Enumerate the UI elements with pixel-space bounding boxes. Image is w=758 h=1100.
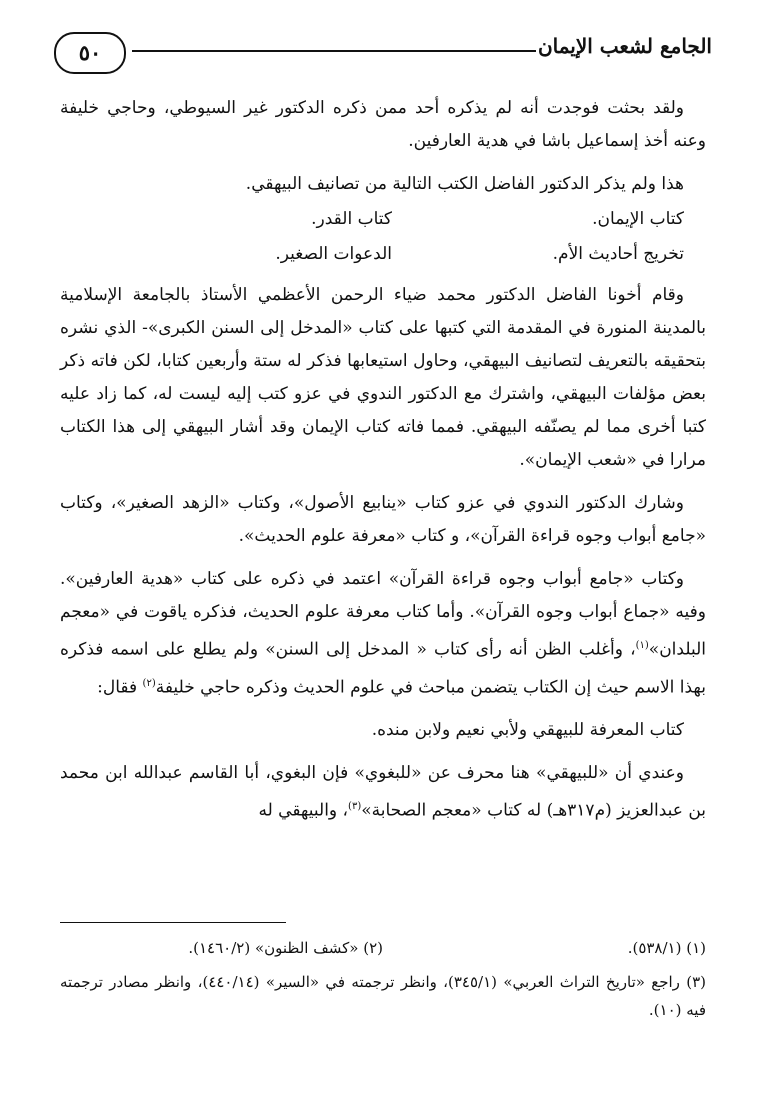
paragraph: وقام أخونا الفاضل الدكتور محمد ضياء الرحمن الأعظمي الأستاذ بالجامعة الإسلامية بالمدينة المنورة في المقدمة التي كتبها على كتاب «المدخل إلى السنن الكبرى»- الذي نشره بتحقيقه بالتعريف لتصانيف البيهقي، وحاول استيعابها فذكر له ستة وأربعين كتابا، لكن فاته ذكر بعض مؤلفات البيهقي، واشترك مع الدكتور الندوي في عزو كتب إليه ليست له، كما زاد عليه كتبا أخرى مما لم يصنّفه البيهقي. فمما فاته كتاب الإيمان وقد أشار البيهقي إلى هذا الكتاب مرارا في «شعب الإيمان».	[60, 285, 706, 470]
book-title: كتاب الإيمان.	[592, 209, 684, 229]
page-number-badge	[54, 32, 126, 74]
header-rule	[132, 50, 536, 52]
footnote-ref: (٢)	[142, 677, 156, 689]
footnote-row	[60, 934, 706, 962]
paragraph-text: وكتاب «جامع أبواب وجوه قراءة القرآن» اعتمد في ذكره على كتاب «هدية العارفين». وفيه «جماع أبواب وجوه القرآن». وأما كتاب معرفة علوم الحديث، فذكره ياقوت في «معجم البلدان»	[60, 569, 706, 660]
footnote-3: (٣) راجع «تاريخ التراث العربي» (٣٤٥/١)، وانظر ترجمته في «السير» (٤٤٠/١٤)، وانظر مصادر ترجمته فيه (١٠).	[60, 973, 706, 1019]
paragraph	[60, 757, 706, 828]
paragraph: وشارك الدكتور الندوي في عزو كتاب «ينابيع الأصول»، وكتاب «الزهد الصغير»، وكتاب «جامع أبواب وجوه قراءة القرآن»، و كتاب «معرفة علوم الحديث».	[60, 493, 706, 546]
footnote-2: (٢) «كشف الظنون» (١٤٦٠/٢).	[188, 939, 383, 957]
quote-line: كتاب المعرفة للبيهقي ولأبي نعيم ولابن منده.	[371, 720, 684, 741]
book-list-row	[60, 238, 706, 271]
paragraph-text: فقال:	[97, 677, 143, 698]
paragraph: هذا ولم يذكر الدكتور الفاضل الكتب التالية من تصانيف البيهقي.	[245, 174, 684, 194]
footnote-ref: (١)	[635, 640, 649, 651]
paragraph-text: ، والبيهقي له	[258, 800, 349, 821]
footnote-1: (١) (٥٣٨/١).	[627, 939, 706, 957]
footnote-separator	[60, 922, 286, 923]
paragraph-text: ، وأغلب الظن أنه رأى كتاب « المدخل إلى السنن» ولم يطلع على اسمه فذكره بهذا الاسم حيث إن الكتاب يتضمن مباحث في علوم الحديث وذكره حاجي خليفة	[60, 639, 706, 698]
footnotes	[60, 934, 706, 1024]
paragraph: ولقد بحثت فوجدت أنه لم يذكره أحد ممن ذكره الدكتور غير السيوطي، وحاجي خليفة وعنه أخذ إسماعيل باشا في هدية العارفين.	[60, 98, 706, 151]
footnote-ref: (٣)	[348, 801, 362, 813]
book-title: تخريج أحاديث الأم.	[552, 244, 684, 264]
book-title: الدعوات الصغير.	[275, 244, 392, 264]
paragraph-text: وعندي أن «للبيهقي» هنا محرف عن «للبغوي» فإن البغوي، أبا القاسم عبدالله ابن محمد بن عبدالعزيز (م٣١٧هـ) له كتاب «معجم الصحابة»	[60, 763, 706, 821]
book-list-row	[60, 203, 706, 236]
running-title: الجامع لشعب الإيمان	[537, 34, 712, 58]
page-number: ٥٠	[78, 40, 102, 65]
page-header	[52, 24, 712, 94]
book-title: كتاب القدر.	[311, 209, 392, 229]
main-text	[60, 92, 706, 838]
paragraph	[60, 563, 706, 704]
